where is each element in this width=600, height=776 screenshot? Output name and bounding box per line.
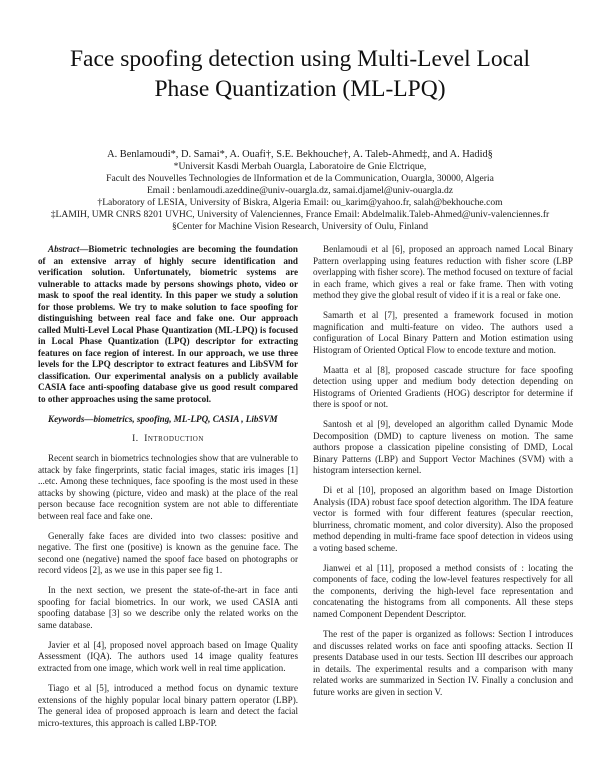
body-paragraph: Samarth et al [7], presented a framework focused in motion magnification and multi-feature on video. The authors used a configuration of Local Binary Pattern and Motion estimation using Histogram of Oriented Optical Flow to encode texture and motion. bbox=[313, 310, 573, 355]
body-paragraph: Javier et al [4], proposed novel approach based on Image Quality Assessment (IQA). The authors used 14 image quality features extracted from one image, which work well in real time application. bbox=[38, 639, 298, 673]
affiliation-line: †Laboratory of LESIA, University of Biskra, Algeria Email: ou_karim@yahoo.fr, salah@bekhouche.com bbox=[97, 197, 503, 208]
body-paragraph: Jianwei et al [11], proposed a method consists of : locating the components of face, coding the low-level features respectively for all the components, deriving the high-level face representation and concatenating the histograms from all components. All these steps named Component Dependent Descriptor. bbox=[313, 562, 573, 619]
abstract-label: Abstract bbox=[48, 244, 80, 254]
affiliation-line: Facult des Nouvelles Technologies de lInformation et de la Communication, Ouargla, 30000, Algeria bbox=[106, 173, 494, 184]
body-paragraph: Tiago et al [5], introduced a method focus on dynamic texture extensions of the highly popular local binary pattern operator (LBP). The general idea of proposed approach is learn and detect the facial micro-textures, this approach is called LBP-TOP. bbox=[38, 683, 298, 728]
title-line-1: Face spoofing detection using Multi-Level Local bbox=[69, 46, 531, 72]
affiliation-line: *Universit Kasdi Merbah Ouargla, Laboratoire de Gnie Elctrique, bbox=[173, 161, 427, 172]
section-numeral: I. bbox=[132, 433, 139, 444]
body-paragraph: Santosh et al [9], developed an algorithm called Dynamic Mode Decomposition (DMD) to capture liveness on motion. The same authors propose a classication pipeline consisting of DMD, Local Binary Patterns (LBP) and Support Vector Machines (SVM) with a histogram intersection kernel. bbox=[313, 419, 573, 476]
body-paragraph: The rest of the paper is organized as follows: Section I introduces and discusses related works on face anti spoofing attacks. Section II presents Database used in our tests. Section III describes our approach in details. The experimental results and a comparison with many related works are summarized in Section IV. Finally a conclusion and future works are given in section V. bbox=[313, 629, 573, 697]
author-block bbox=[30, 148, 570, 233]
affiliation-line: §Center for Machine Vision Research, University of Oulu, Finland bbox=[171, 221, 429, 232]
left-column bbox=[38, 244, 298, 738]
body-paragraph: In the next section, we present the state-of-the-art in face anti spoofing for facial biometrics. In our work, we used CASIA anti spoofing database [3] so we describe only the related works on the same database. bbox=[38, 585, 298, 630]
keywords-label: Keywords bbox=[48, 413, 85, 424]
author-names: A. Benlamoudi*, D. Samai*, A. Ouafi†, S.E. Bekhouche†, A. Taleb-Ahmed‡, and A. Hadid§ bbox=[107, 149, 493, 160]
abstract-text: —Biometric technologies are becoming the foundation of an extensive array of highly secure identification and verification solution. Unfortunately, biometric systems are vulnerable to attacks made by persons showings photo, video or mask to spoof the real identity. In this paper we study a solution for those problems. We try to make solution to face spoofing for distinguishing between real face and fake one. Our approach called Multi-Level Local Phase Quantization (ML-LPQ) is focused in Local Phase Quantization (LPQ) descriptor for extracting features on face region of interest. In our approach, we use three levels for the LPQ descriptor to extract features and LibSVM for classification. Our experimental analysis on a publicly available CASIA face anti-spoofing database give us good result compared to other approaches using the same protocol. bbox=[38, 244, 298, 404]
right-column bbox=[313, 244, 573, 707]
abstract bbox=[38, 244, 298, 405]
body-paragraph: Di et al [10], proposed an algorithm based on Image Distortion Analysis (IDA) robust face spoof detection algorithm. The IDA feature vector is formed with four different features (specular reection, blurriness, chromatic moment, and color diversity). Also the proposed method depending in multi-frame face spoof detection in videos using a voting based scheme. bbox=[313, 485, 573, 553]
section-title: Introduction bbox=[144, 433, 204, 444]
paper-title bbox=[40, 44, 560, 104]
keywords bbox=[38, 414, 298, 426]
body-paragraph: Benlamoudi et al [6], proposed an approach named Local Binary Pattern overlapping using features reduction with fisher score (LBP overlapping with fisher score). The method focused on texture of facial in each frame, which gives a real or fake frame. Then with voting method they give the global result of video if it is a real or fake one. bbox=[313, 244, 573, 300]
body-paragraph: Generally fake faces are divided into two classes: positive and negative. The first one (positive) is known as the genuine face. The second one (negative) named the spoof face based on photographs or record videos [2], as we use in this paper see fig 1. bbox=[38, 530, 298, 576]
body-paragraph: Recent search in biometrics technologies show that are vulnerable to attack by fake fingerprints, static facial images, static iris images [1] ...etc. Among these techniques, face spoofing is the most used in these attacks by showing (picture, video and mask) at the place of the real person because face recognition system are not able to differentiate between real face and fake one. bbox=[38, 453, 298, 521]
title-line-2: Phase Quantization (ML-LPQ) bbox=[154, 76, 446, 102]
affiliation-line: Email : benlamoudi.azeddine@univ-ouargla.dz, samai.djamel@univ-ouargla.dz bbox=[146, 185, 454, 196]
section-heading bbox=[38, 434, 298, 446]
affiliation-line: ‡LAMIH, UMR CNRS 8201 UVHC, University of Valenciennes, France Email: Abdelmalik.Taleb-Ahmed@univ-valenciennes.fr bbox=[50, 209, 550, 220]
body-paragraph: Maatta et al [8], proposed cascade structure for face spoofing detection using upper and medium body detection depending on Histograms of Oriented Gradients (HOG) descriptor for determine if there is spoof or not. bbox=[313, 364, 573, 410]
keywords-text: —biometrics, spoofing, ML-LPQ, CASIA , LibSVM bbox=[84, 413, 278, 424]
